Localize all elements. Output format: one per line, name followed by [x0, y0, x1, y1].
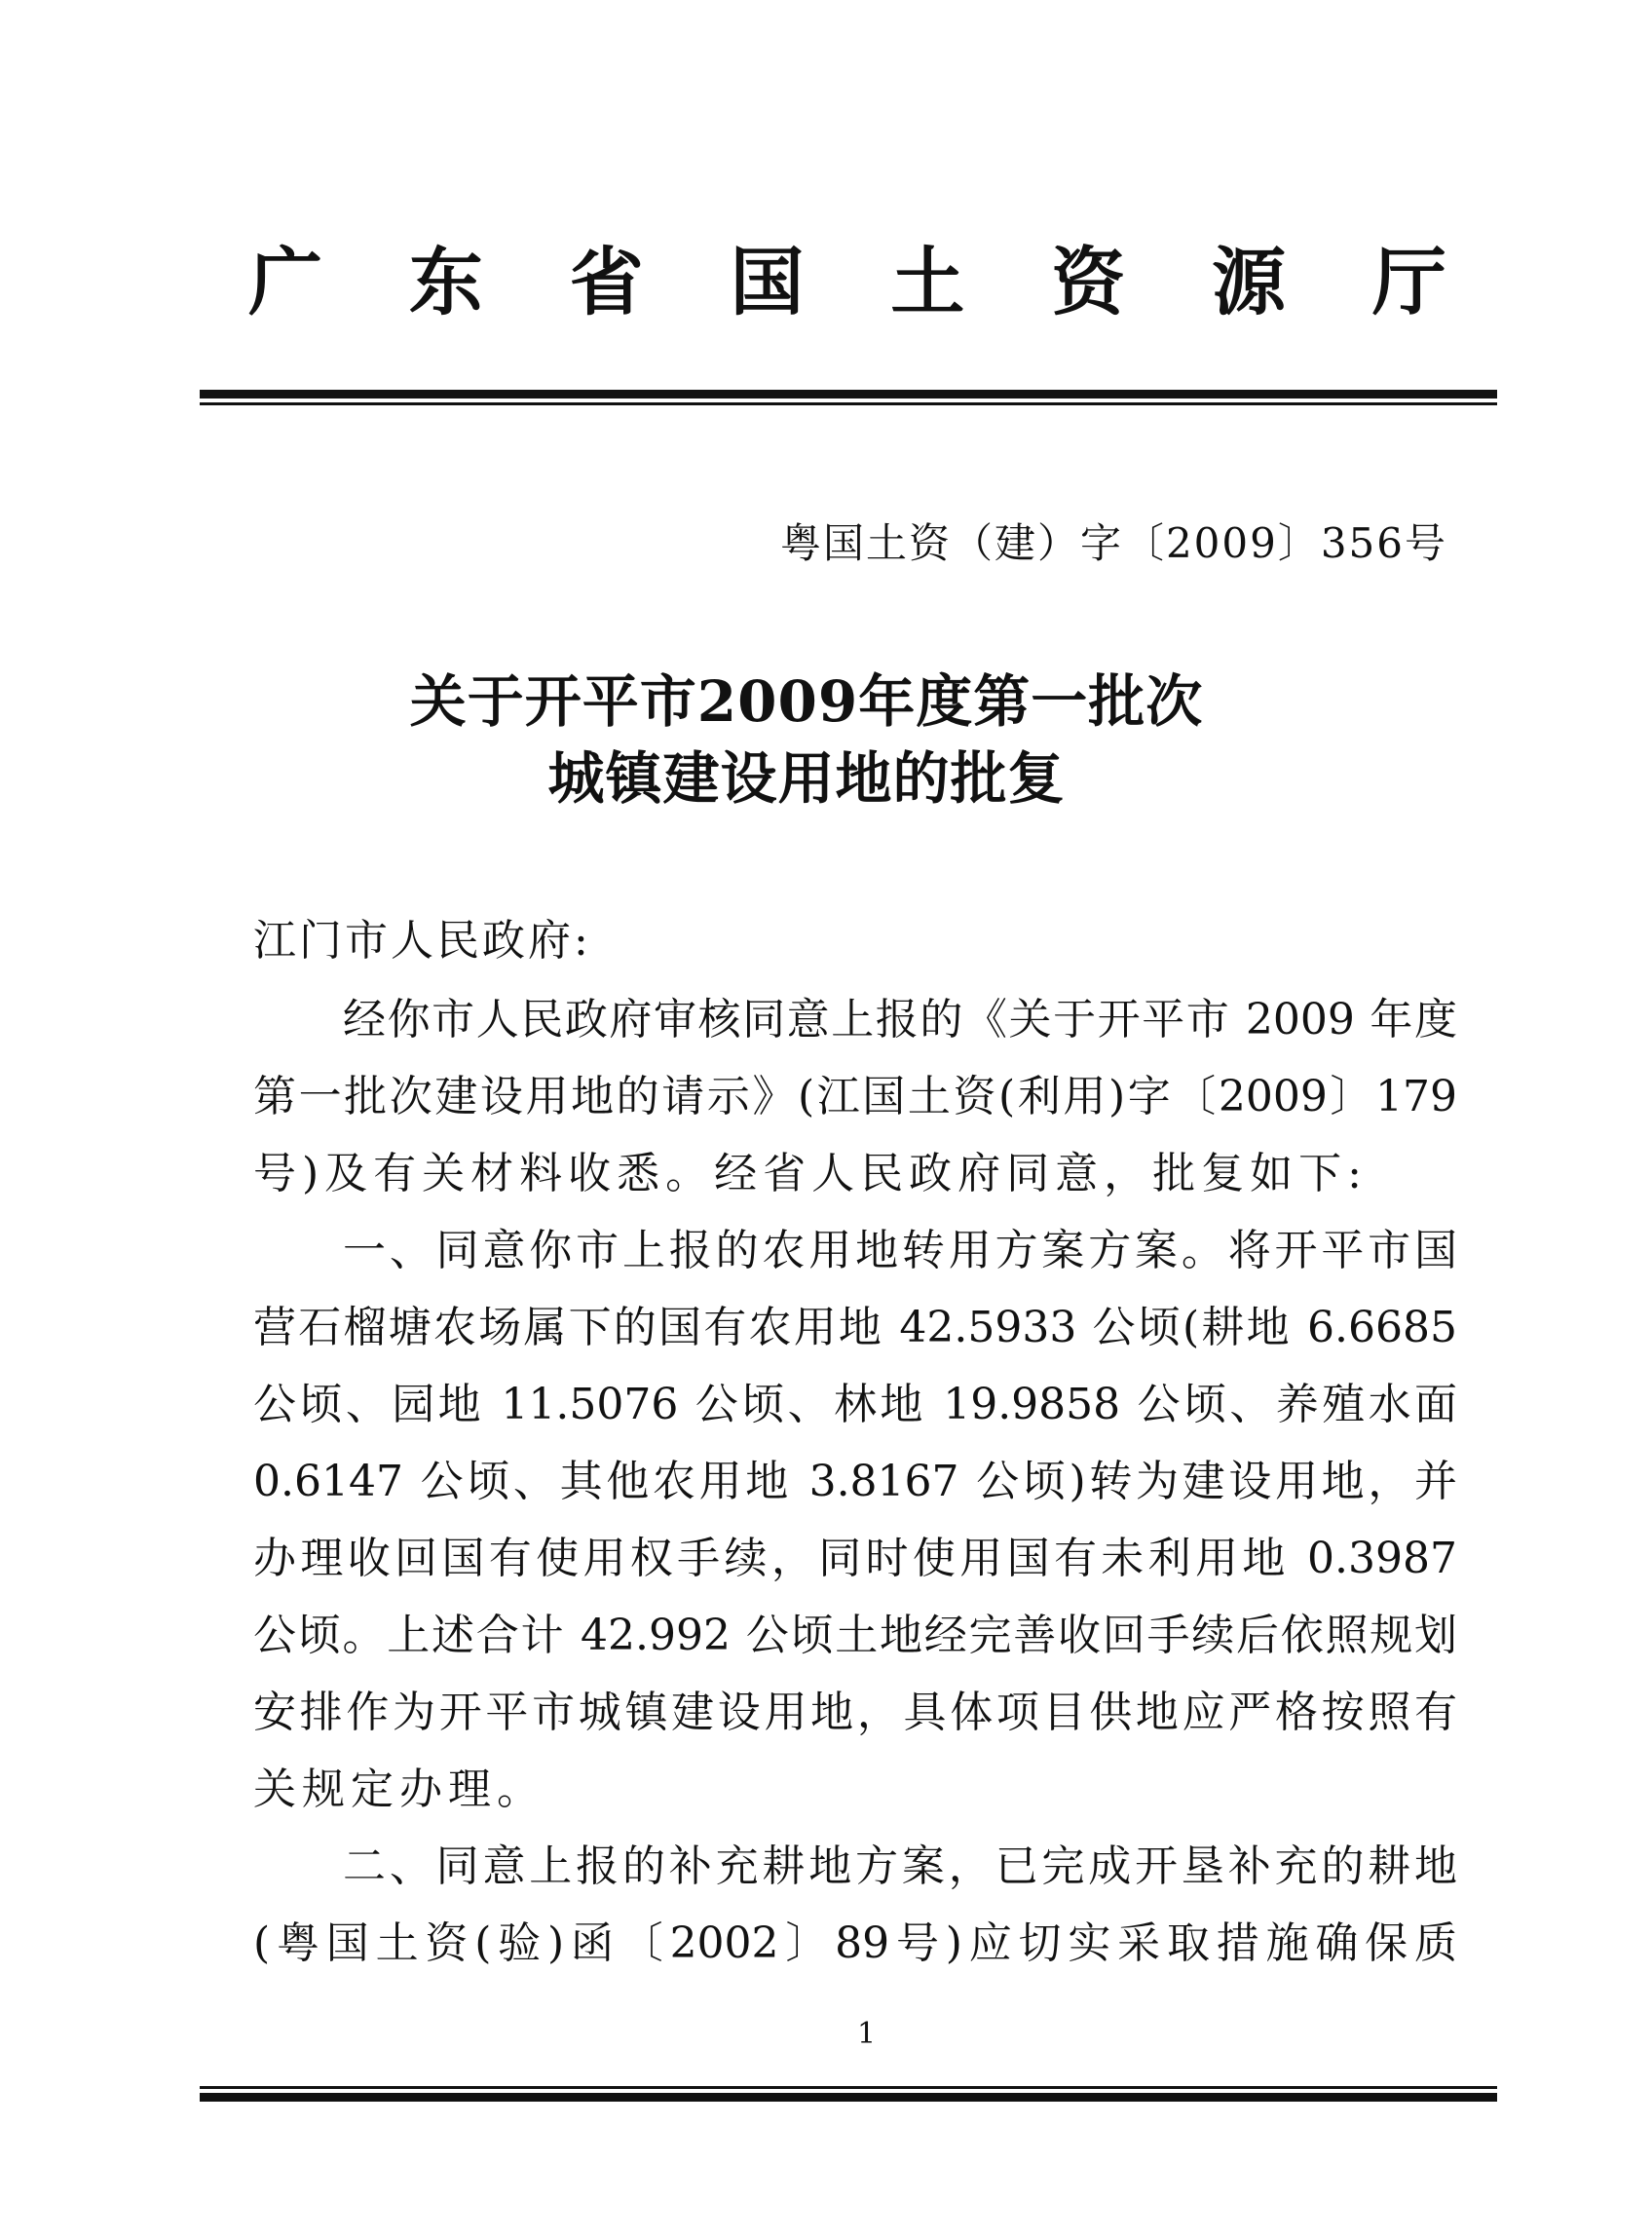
header-divider-thick — [200, 390, 1497, 399]
body-line: 号)及有关材料收悉。经省人民政府同意，批复如下: — [253, 1149, 1368, 1198]
header-char: 东 — [408, 239, 483, 325]
body-line: 公顷。上述合计 42.992 公顷土地经完善收回手续后依照规划 — [253, 1611, 1457, 1660]
header-char: 源 — [1212, 239, 1287, 325]
header-divider-thin — [200, 402, 1497, 405]
header-char: 广 — [248, 239, 322, 325]
body-line: 安排作为开平市城镇建设用地，具体项目供地应严格按照有 — [253, 1688, 1457, 1737]
header-char: 土 — [890, 239, 965, 325]
document-number: 粤国土资（建）字〔2009〕356号 — [779, 519, 1447, 567]
header-char: 国 — [730, 239, 805, 325]
body-line: 办理收回国有使用权手续，同时使用国有未利用地 0.3987 — [253, 1534, 1457, 1583]
body-line: 公顷、园地 11.5076 公顷、林地 19.9858 公顷、养殖水面 — [253, 1380, 1457, 1429]
body-line: 营石榴塘农场属下的国有农用地 42.5933 公顷(耕地 6.6685 — [253, 1303, 1457, 1352]
salutation: 江门市人民政府: — [253, 916, 591, 966]
body-line: 二、同意上报的补充耕地方案，已完成开垦补充的耕地 — [343, 1841, 1457, 1891]
footer-divider-thick — [200, 2093, 1497, 2102]
document-title-line-1: 关于开平市2009年度第一批次 — [409, 668, 1204, 735]
body-line: 经你市人民政府审核同意上报的《关于开平市 2009 年度 — [343, 995, 1457, 1044]
issuing-authority-header — [248, 239, 1446, 326]
header-char: 省 — [569, 239, 644, 325]
body-line: 关规定办理。 — [253, 1765, 545, 1814]
footer-divider-thin — [200, 2086, 1497, 2089]
page-number: 1 — [857, 2017, 877, 2051]
body-line: 0.6147 公顷、其他农用地 3.8167 公顷)转为建设用地，并 — [253, 1457, 1457, 1506]
body-line: (粤国土资(验)函〔2002〕89号)应切实采取措施确保质 — [253, 1918, 1457, 1968]
header-char: 资 — [1051, 239, 1126, 325]
body-line: 第一批次建设用地的请示》(江国土资(利用)字〔2009〕179 — [253, 1072, 1457, 1121]
body-line: 一、同意你市上报的农用地转用方案方案。将开平市国 — [343, 1226, 1457, 1275]
header-char: 厅 — [1371, 239, 1446, 325]
document-title-line-2: 城镇建设用地的批复 — [547, 745, 1066, 812]
document-body — [253, 992, 1457, 1993]
